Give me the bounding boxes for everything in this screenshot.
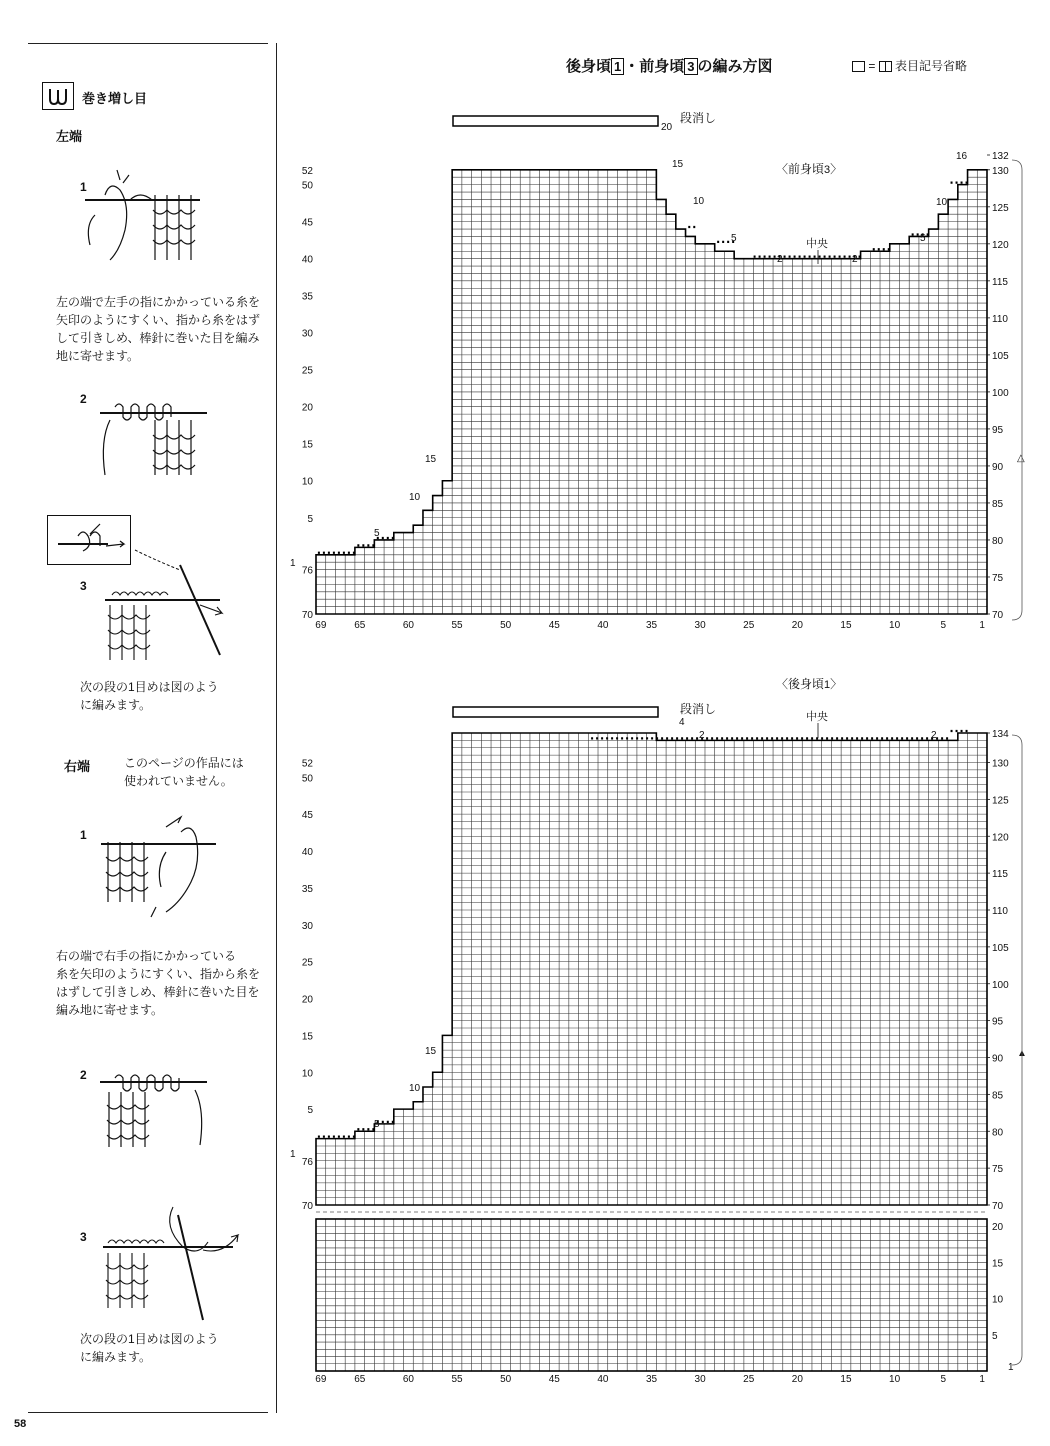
column-label: 55 [451,1374,463,1385]
row-label-right: 100 [992,387,1009,399]
row-label-right: 134 [992,729,1009,740]
text-line: 矢印のようにすくい、指から糸をはず [56,313,261,327]
row-label-right: 120 [992,239,1009,251]
row-label-left: 70 [301,610,313,621]
column-label: 69 [315,1374,327,1385]
row-label-left: 35 [301,883,313,895]
step-label: 10 [936,197,948,208]
row-label-left: 45 [301,217,313,229]
row-label-right: 90 [992,1053,1004,1065]
row-label-right: 100 [992,979,1009,991]
row-label-left: 50 [301,180,313,192]
row-label-right: 80 [992,535,1004,547]
row-label-left: 52 [301,758,313,770]
right-step-1-number: 1 [80,828,87,842]
row-label-right: 125 [992,202,1009,214]
column-label: 10 [889,1374,901,1385]
text-line: 編み地に寄せます。 [56,1003,164,1017]
row-label-right: 75 [992,572,1004,584]
back-chart-title: 〈後身頃1〉 [776,677,843,691]
text-line: 次の段の1目めは図のよう [80,1332,219,1346]
column-label: 5 [940,620,947,631]
step-label: 15 [672,159,684,170]
column-label: 15 [840,620,852,631]
column-label: 45 [548,1374,560,1385]
title-box-1: 1 [611,58,624,75]
row-label-left: 30 [301,920,313,932]
page-number: 58 [14,1418,27,1430]
title-box-3: 3 [684,58,697,75]
column-label: 45 [548,620,560,631]
text-line: このページの作品には [124,756,244,770]
column-label: 35 [645,1374,658,1385]
row-label-right: 125 [992,795,1009,807]
row-label-right: 110 [992,313,1008,325]
row-label-right: 70 [992,610,1004,621]
column-label: 60 [402,1374,414,1385]
text-line: はずして引きしめ、棒針に巻いた目を [56,985,260,999]
row-label-right: 95 [992,1016,1004,1028]
row-label-left: 45 [301,810,313,822]
front-row-bracket [1012,160,1022,620]
title-mid: ・前身頃 [624,58,685,75]
column-label: 15 [840,1374,852,1385]
column-label: 69 [315,620,327,631]
row-label-left: 50 [301,773,313,785]
row-label-right: 90 [992,461,1004,473]
text-line: 左の端で左手の指にかかっている糸を [56,295,261,309]
symbol-label: 巻き増し目 [82,91,148,106]
step-label: 10 [409,492,421,503]
text-line: して引きしめ、棒針に巻いた目を編み [56,331,260,345]
text-line: に編みます。 [80,1350,152,1364]
row-label-left: 30 [301,328,313,340]
step-3-number: 3 [80,579,87,593]
step-label: 15 [425,1046,437,1057]
step-2-number: 2 [80,392,87,406]
text-line: 糸を矢印のようにすくい、指から糸を [56,967,261,981]
row-label-left: 5 [307,513,313,525]
row-label-right: 95 [992,424,1004,436]
step-label: 20 [661,122,673,133]
step-label: 5 [920,233,926,244]
step-label: 1 [1008,1362,1014,1373]
row-label-right: 15 [992,1258,1004,1270]
back-chart [316,731,990,1205]
row-label-right: 110 [992,906,1008,917]
row-label-left: 40 [301,254,313,266]
triangle-filled-marker: ▲ [1017,1048,1027,1059]
row-label-right: 105 [992,350,1009,362]
row-label-right: 70 [992,1201,1004,1212]
row-label-left: 25 [301,365,313,377]
step-label: 5 [731,233,737,244]
row-label-right: 20 [992,1222,1004,1234]
row-label-left: 76 [301,565,313,577]
row-label-left: 76 [301,1156,313,1168]
step-label: 2 [931,730,937,741]
column-label: 60 [402,620,414,631]
column-label: 65 [354,620,366,631]
row-label-left: 20 [301,402,313,414]
title-suffix: の編み方図 [697,58,773,75]
row-label-left: 5 [307,1105,313,1117]
column-label: 35 [645,620,658,631]
step-label: 2 [852,254,858,265]
column-label: 25 [743,620,755,631]
row-label-right: 115 [992,869,1008,881]
column-label: 40 [597,620,609,631]
column-label: 10 [889,620,901,631]
row-label-left: 20 [301,994,313,1006]
step-label: 5 [374,1119,380,1130]
center-label-front: 中央 [806,238,828,250]
row-label-right: 120 [992,832,1009,844]
step-label: 10 [693,196,705,207]
row-label-left: 25 [301,957,313,969]
title-prefix: 後身頃 [566,58,612,75]
row-label-left: 40 [301,847,313,858]
column-label: 30 [694,620,706,631]
row-label-left: 15 [301,1031,313,1043]
row-label-right: 105 [992,942,1009,954]
text-line: に編みます。 [80,698,152,712]
bind-off-strip-front [453,116,658,126]
step-label: 4 [679,717,685,728]
row-label-right: 132 [992,151,1009,162]
row-label-right: 115 [992,276,1008,288]
right-end-heading: 右端 [64,759,91,774]
step-label: 10 [409,1083,421,1094]
center-label-back: 中央 [806,711,828,723]
row-label-right: 5 [992,1330,998,1342]
step-label: 5 [374,528,380,539]
step-label: 15 [425,454,437,465]
step-label: 2 [777,254,783,265]
front-chart [316,155,990,614]
column-label: 65 [354,1374,366,1385]
column-label: 50 [500,620,512,631]
row-label-left: 10 [301,476,313,488]
left-end-heading: 左端 [56,129,83,144]
front-chart-title: 〈前身頃3〉 [776,162,843,176]
row-label-left: 10 [301,1068,313,1080]
column-label: 25 [743,1374,755,1385]
row-label-left: 52 [301,165,313,177]
row-label-right: 130 [992,758,1009,770]
step-label: 1 [290,558,296,569]
column-label: 40 [597,1374,609,1385]
right-step-2-number: 2 [80,1068,87,1082]
row-label-left: 70 [301,1201,313,1212]
column-label: 20 [791,620,803,631]
row-label-right: 10 [992,1294,1004,1306]
row-label-right: 85 [992,1090,1004,1102]
row-label-right: 75 [992,1164,1004,1176]
legend-text: 表目記号省略 [895,59,968,73]
text-line: 地に寄せます。 [56,349,140,363]
right-step-3-number: 3 [80,1230,87,1244]
row-label-right: 85 [992,498,1004,510]
text-line: 右の端で右手の指にかかっている [56,949,237,963]
bind-off-label-back: 段消し [680,702,717,716]
row-label-left: 35 [301,291,313,303]
legend-equals-icon: = [868,59,876,73]
column-label: 55 [451,620,463,631]
row-label-left: 15 [301,439,313,451]
column-label: 20 [791,1374,803,1385]
triangle-open-marker: △ [1017,453,1025,464]
text-line: 使われていません。 [124,774,233,788]
row-label-right: 130 [992,165,1009,177]
step-label: 1 [290,1149,296,1160]
bind-off-strip-back [453,707,658,717]
column-label: 1 [979,1374,985,1385]
step-1-number: 1 [80,180,87,194]
column-label: 1 [979,620,985,631]
bind-off-label-front: 段消し [680,111,717,125]
column-label: 30 [694,1374,706,1385]
lower-grid-outline [316,1219,987,1371]
column-label: 5 [940,1374,947,1385]
step-label: 2 [699,730,705,741]
column-label: 50 [500,1374,512,1385]
step-label: 16 [956,151,968,162]
text-line: 次の段の1目めは図のよう [80,680,219,694]
row-label-right: 80 [992,1127,1004,1139]
